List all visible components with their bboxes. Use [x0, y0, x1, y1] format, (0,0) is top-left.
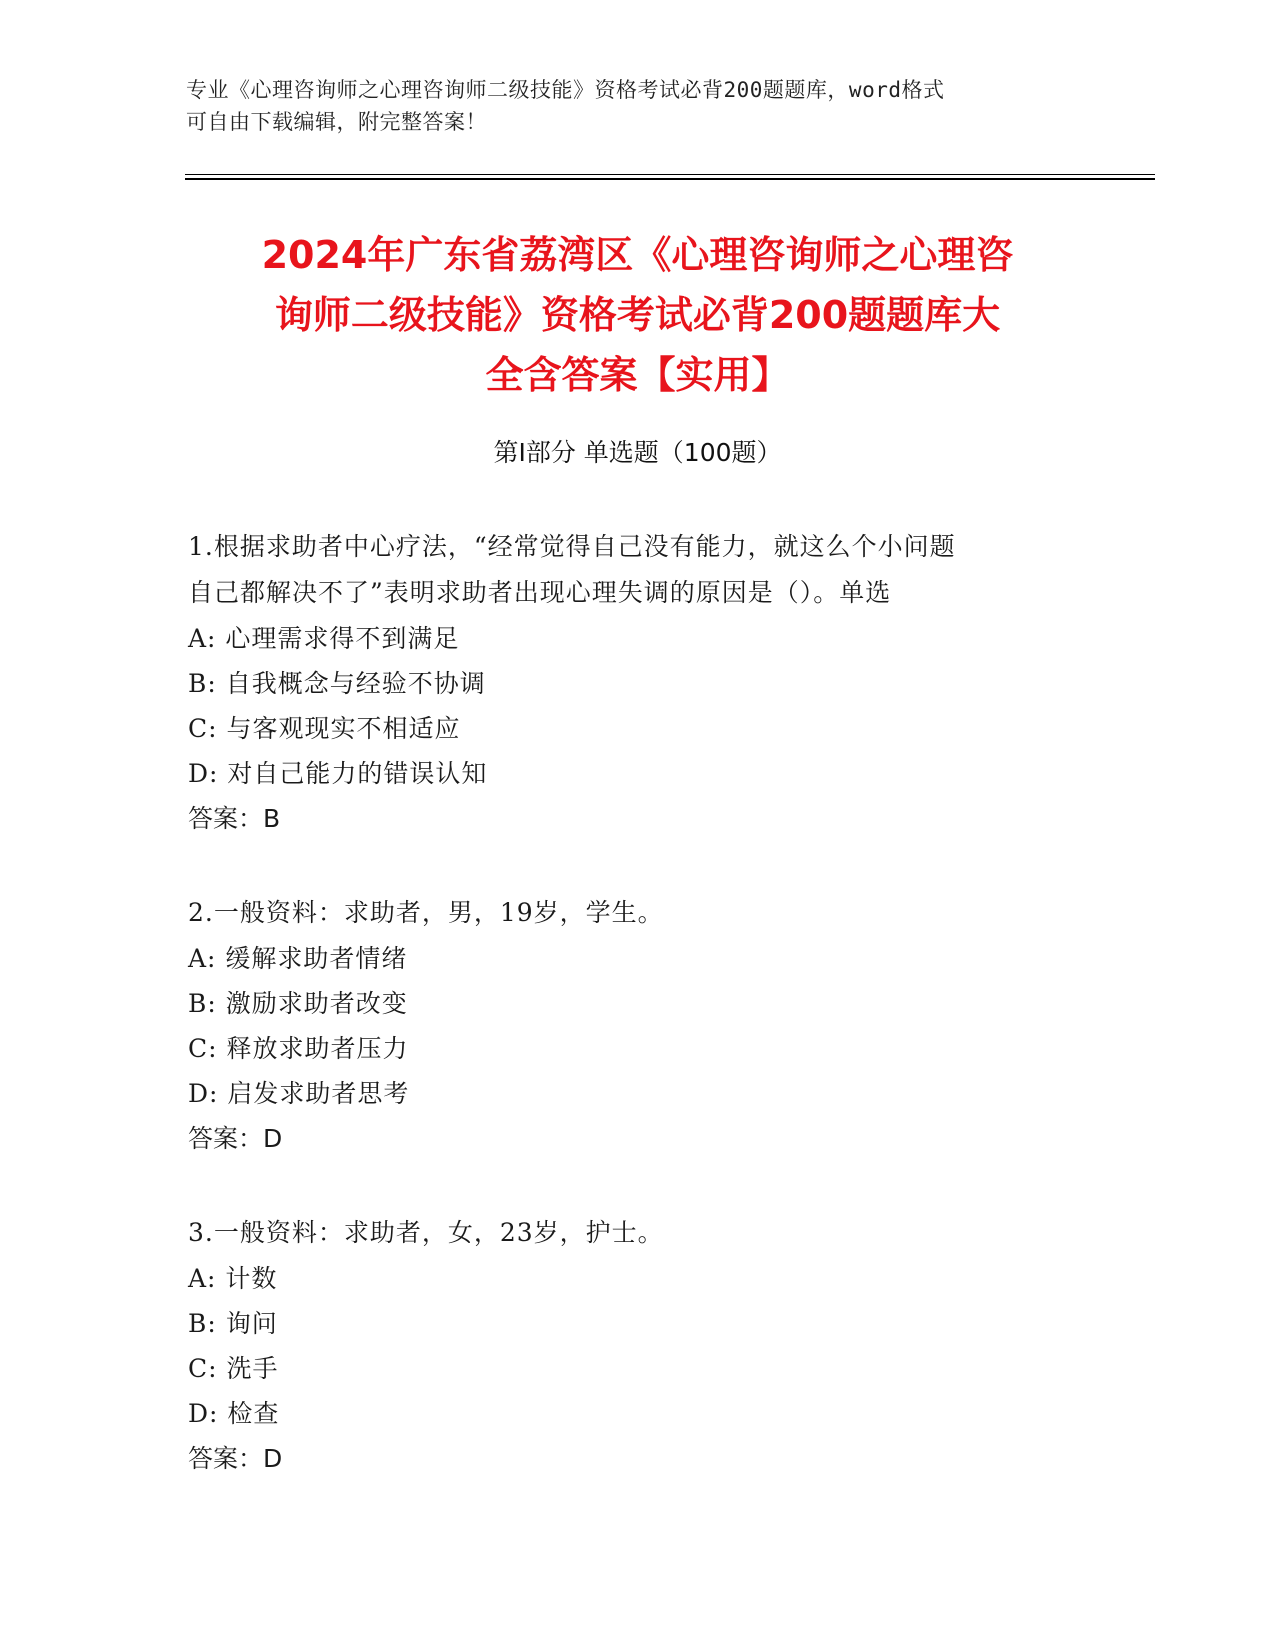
option-d: D: 启发求助者思考 — [188, 1079, 410, 1108]
question-stem: 2.一般资料：求助者，男，19岁，学生。 — [188, 898, 664, 927]
option-d: D: 检查 — [188, 1399, 280, 1428]
header-note — [186, 74, 1086, 138]
option-b: B: 询问 — [188, 1309, 278, 1338]
option-a: A: 计数 — [188, 1264, 278, 1293]
question-item — [188, 890, 1088, 1161]
header-divider — [185, 174, 1155, 180]
question-item — [188, 524, 1088, 841]
option-c: C: 与客观现实不相适应 — [188, 714, 461, 743]
document-title — [150, 225, 1125, 405]
section-title: 第Ⅰ部分 单选题（100题） — [493, 438, 782, 467]
question-stem: 3.一般资料：求助者，女，23岁，护士。 — [188, 1218, 664, 1247]
answer-line: 答案：D — [188, 1444, 283, 1473]
option-c: C: 洗手 — [188, 1354, 279, 1383]
option-a: A: 心理需求得不到满足 — [188, 624, 460, 653]
question-stem: 1.根据求助者中心疗法，“经常觉得自己没有能力，就这么个小问题 — [188, 532, 956, 561]
title-line: 2024年广东省荔湾区《心理咨询师之心理咨 — [261, 233, 1014, 277]
option-c: C: 释放求助者压力 — [188, 1034, 409, 1063]
header-note-line: 可自由下载编辑，附完整答案！ — [186, 110, 487, 134]
option-d: D: 对自己能力的错误认知 — [188, 759, 488, 788]
title-line: 询师二级技能》资格考试必背200题题库大 — [274, 293, 1001, 337]
option-b: B: 激励求助者改变 — [188, 989, 408, 1018]
answer-line: 答案：D — [188, 1124, 283, 1153]
question-item — [188, 1210, 1088, 1481]
answer-line: 答案：B — [188, 804, 281, 833]
header-note-line: 专业《心理咨询师之心理咨询师二级技能》资格考试必背200题题库，word格式 — [186, 78, 945, 102]
option-a: A: 缓解求助者情绪 — [188, 944, 408, 973]
option-b: B: 自我概念与经验不协调 — [188, 669, 486, 698]
title-line: 全含答案【实用】 — [485, 353, 790, 397]
question-stem: 自己都解决不了”表明求助者出现心理失调的原因是（）。单选 — [188, 578, 892, 607]
